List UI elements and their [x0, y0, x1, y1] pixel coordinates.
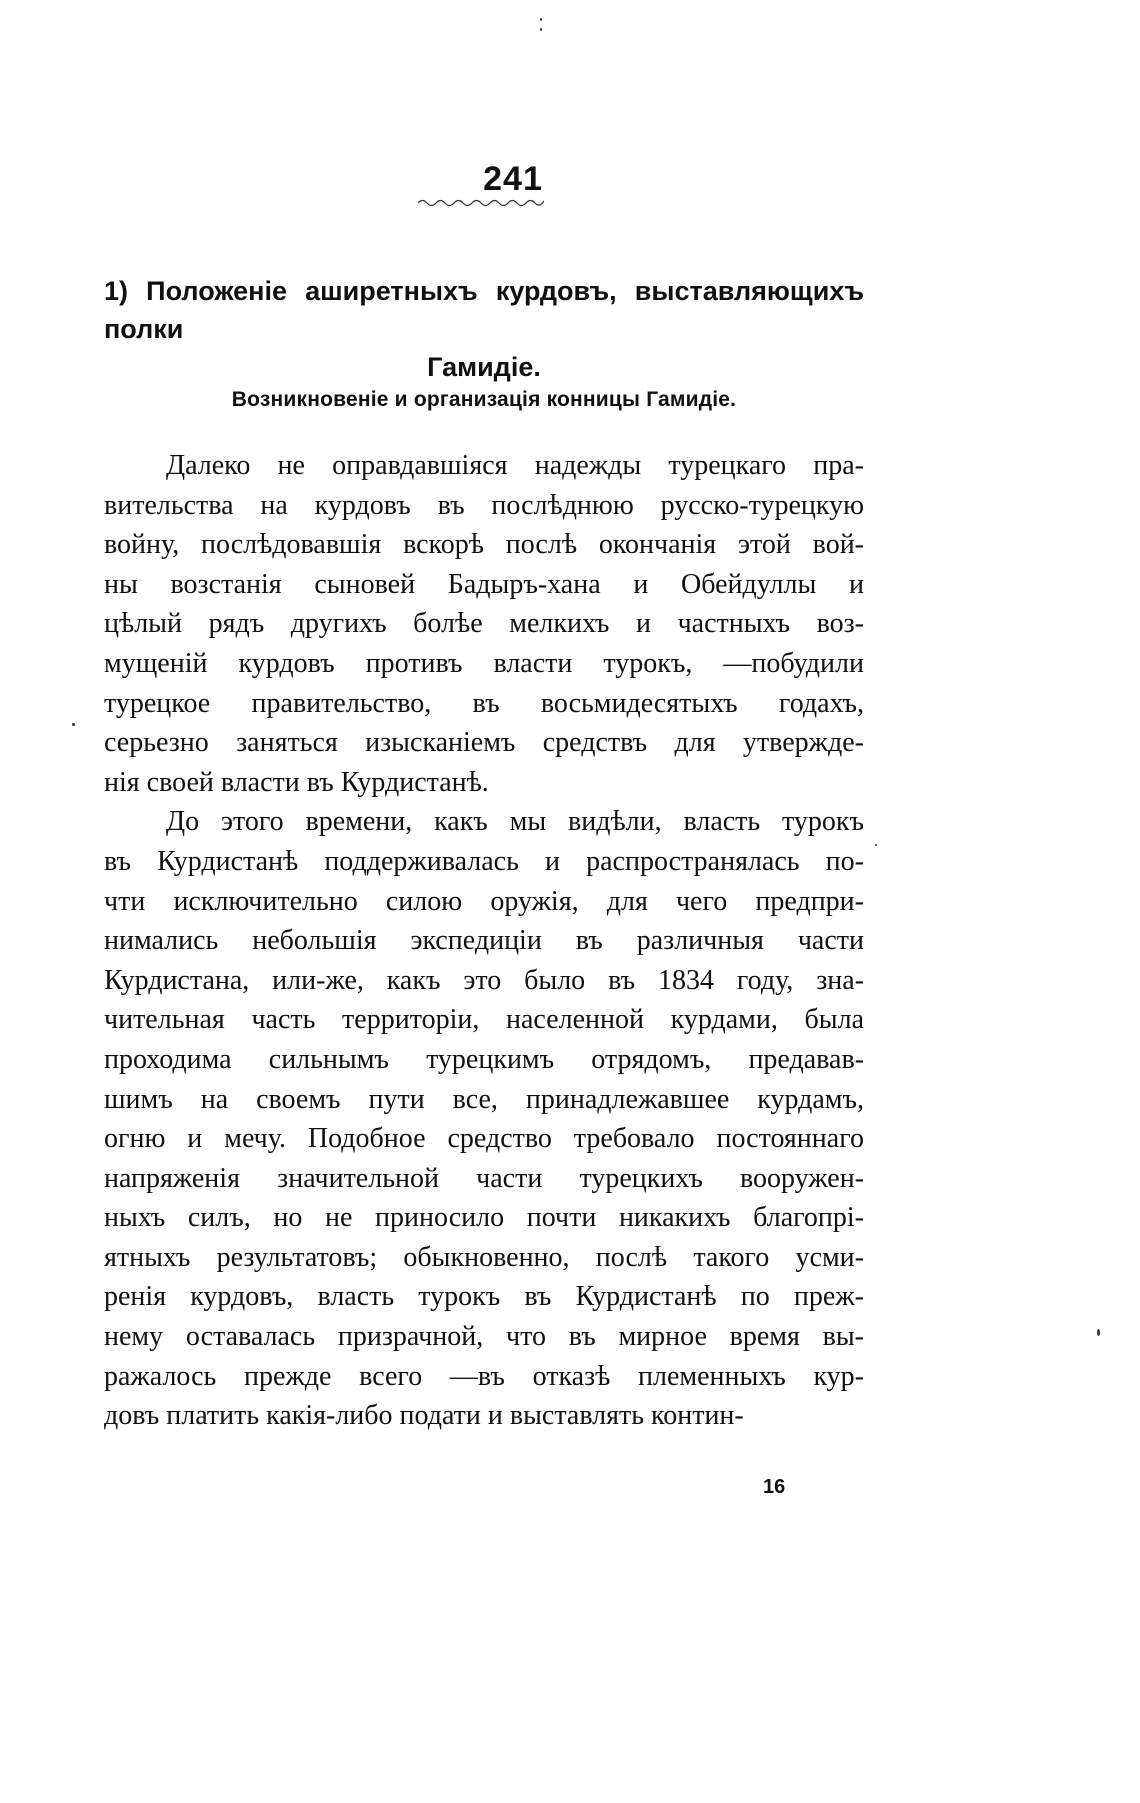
text-line: нему оставалась призрачной, что въ мирное время вы- [104, 1321, 864, 1353]
wavy-rule-ornament [418, 197, 544, 207]
page-speck [540, 28, 542, 31]
text-line: довъ платить какія-либо подати и выставлять контин- [104, 1400, 744, 1432]
page-speck [72, 723, 75, 726]
text-line: напряженія значительной части турецкихъ вооружен- [104, 1162, 864, 1194]
text-line: ражалось прежде всего —въ отказѣ племенныхъ кур- [104, 1360, 864, 1392]
text-line: турецкое правительство, въ восьмидесятыхъ годахъ, [104, 687, 864, 719]
section-heading [104, 272, 864, 386]
text-line: ныхъ силъ, но не приносило почти никакихъ благопрі- [104, 1202, 864, 1234]
text-line: въ Курдистанѣ поддерживалась и распространялась по- [104, 845, 864, 877]
text-line: вительства на курдовъ въ послѣднюю русско-турецкую [104, 489, 864, 521]
body-text [104, 446, 864, 1436]
page-speck [875, 844, 877, 846]
text-line: проходима сильнымъ турецкимъ отрядомъ, предавав- [104, 1043, 864, 1075]
text-line: чти исключительно силою оружія, для чего предпри- [104, 885, 864, 917]
text-line: ренія курдовъ, власть турокъ въ Курдистанѣ по преж- [104, 1281, 864, 1313]
text-line: мущеній курдовъ противъ власти турокъ, —побудили [104, 647, 864, 679]
section-heading-line-2: Гамидіе. [427, 352, 541, 382]
text-line: огню и мечу. Подобное средство требовало постояннаго [104, 1123, 864, 1155]
page-number: 241 [483, 160, 543, 198]
signature-mark: 16 [763, 1476, 786, 1498]
page-speck [1097, 1329, 1100, 1336]
text-line: До этого времени, какъ мы видѣли, власть турокъ [166, 806, 864, 838]
text-line: Курдистана, или-же, какъ это было въ 1834 году, зна- [104, 964, 864, 996]
page-speck [540, 18, 542, 21]
text-line: цѣлый рядъ другихъ болѣе мелкихъ и частныхъ воз- [104, 608, 864, 640]
text-line: ны возстанія сыновей Бадыръ-хана и Обейдуллы и [104, 568, 864, 600]
text-line: серьезно заняться изысканіемъ средствъ для утвержде- [104, 727, 864, 759]
text-line: нія своей власти въ Курдистанѣ. [104, 766, 489, 798]
text-line: ятныхъ результатовъ; обыкновенно, послѣ такого усми- [104, 1241, 864, 1273]
text-line: Далеко не оправдавшіяся надежды турецкаго пра- [166, 450, 864, 481]
text-line: нимались небольшія экспедиціи въ различныя части [104, 925, 864, 957]
text-line: войну, послѣдовавшія вскорѣ послѣ окончанія этой вой- [104, 529, 864, 561]
section-heading-line-1: 1) Положеніе аширетныхъ курдовъ, выставляющихъ полки [104, 276, 864, 344]
text-line: шимъ на своемъ пути все, принадлежавшее курдамъ, [104, 1083, 864, 1115]
subheading: Возникновеніе и организація конницы Гамидіе. [231, 388, 737, 411]
text-line: чительная часть территоріи, населенной курдами, была [104, 1004, 864, 1036]
